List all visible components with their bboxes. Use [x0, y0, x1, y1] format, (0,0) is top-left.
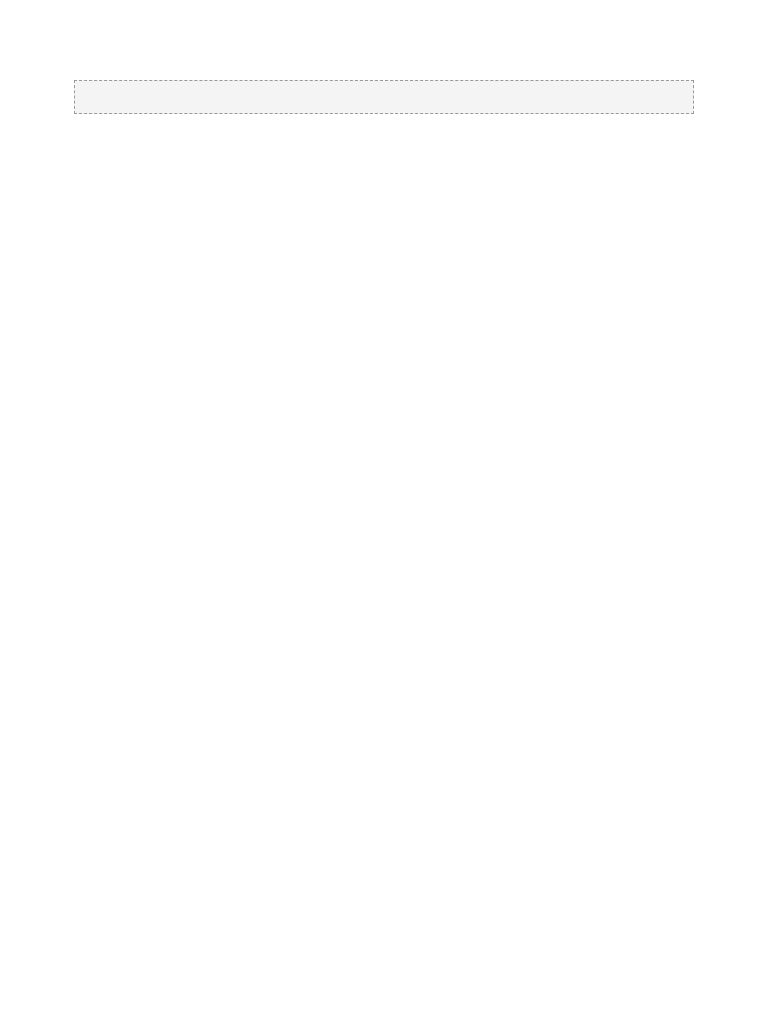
- status-notice: [74, 80, 694, 114]
